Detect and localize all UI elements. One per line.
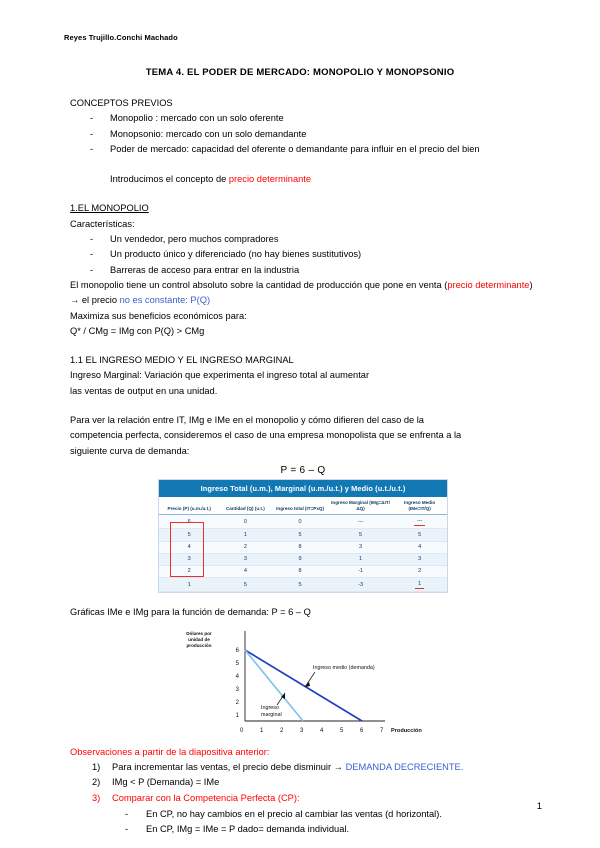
ingreso-data-table [159,497,447,592]
definition-line-2: las ventas de output en una unidad. [70,385,218,396]
figure-ingreso-table [158,479,448,593]
list-item [70,822,536,838]
table-row [159,553,447,565]
table-row [159,529,447,541]
chart-xlabel: Producción [391,727,422,734]
cell-cantidad: 4 [219,565,271,577]
table-header-row [159,497,447,515]
chart-ytick-1: 1 [235,712,239,719]
document-body [70,96,536,838]
column-header-cantidad: Cantidad (Q) (u.t.) [219,497,271,515]
dash-bullet-icon: - [90,113,94,124]
chart-svg [153,625,453,737]
chart-xtick-4: 4 [320,727,324,734]
note-precio-determinante: Introducimos el concepto de precio determinante [110,174,312,185]
column-header-ingreso-total: Ingreso total (IT=PxQ) [271,497,329,515]
observacion-text: Para incrementar las ventas, el precio debe disminuir → [112,761,346,772]
chart-ytick-4: 4 [235,673,239,680]
chart-xtick-7: 7 [380,727,384,734]
list-item [70,127,536,142]
page-title: TEMA 4. EL PODER DE MERCADO: MONOPOLIO Y MONOPSONIO [145,67,455,78]
heading-el-monopolio: 1.EL MONOPOLIO [70,203,149,214]
chart-xtick-3: 3 [300,727,304,734]
dash-bullet-icon: - [90,264,94,275]
table-row [159,578,447,592]
chart-xtick-1: 1 [260,727,264,734]
paragraph-control-absoluto: El monopolio tiene un control absoluto sobre la cantidad de producción que pone en venta (precio determinante) → el precio no es constante: P(Q) [70,279,533,306]
cell-ingreso-marginal: -3 [329,578,392,592]
observacion-text: Comparar con la Competencia Perfecta (CP): [112,793,300,804]
inline-highlight-no-constante: no es constante: P(Q) [119,295,211,306]
column-header-ingreso-marginal: Ingreso Marginal (IMg=ΔIT/ΔQ) [329,497,392,515]
list-item [70,111,536,126]
chart-ylabel-line1: Dólares por [186,630,212,636]
observacion-item-1 [70,760,536,776]
paragraph-relacion-line-3: siguiente curva de demanda: [70,445,190,456]
list-item-label: Barreras de acceso para entrar en la industria [110,264,300,275]
table-row [159,565,447,577]
observacion-item-2 [70,775,536,791]
chart-ytick-2: 2 [235,699,239,706]
list-item-label: Monopolio : mercado con un solo oferente [110,113,284,124]
definition-line-1: Ingreso Marginal: Variación que experimenta el ingreso total al aumentar [70,370,370,381]
chart-ytick-5: 5 [235,660,239,667]
list-item-label: En CP, no hay cambios en el precio al cambiar las ventas (d horizontal). [146,808,442,819]
list-item-label: Un producto único y diferenciado (no hay bienes sustitutivos) [110,249,362,260]
table-row [159,515,447,529]
series-label-ingreso-marginal-line1: Ingreso [261,704,279,711]
cell-cantidad: 5 [219,578,271,592]
cell-ingreso-total: 0 [271,515,329,529]
table-body [159,515,447,592]
list-observaciones [70,760,536,807]
cell-ingreso-marginal: 3 [329,541,392,553]
cell-ingreso-total: 9 [271,553,329,565]
chart-xtick-6: 6 [360,727,364,734]
page-number: 1 [536,801,542,812]
cell-ingreso-total: 5 [271,529,329,541]
paragraph-relacion-line-2: competencia perfecta, consideremos el caso de una empresa monopolista que se enfrenta a la [70,430,462,441]
cell-cantidad: 2 [219,541,271,553]
cell-precio: 3 [159,553,219,565]
caption-graficas: Gráficas IMe e IMg para la función de demanda: P = 6 – Q [70,607,311,618]
chart-ylabel-line3: producción [186,642,212,648]
paragraph-maximiza: Maximiza sus beneficios económicos para: [70,310,247,321]
cell-cantidad: 1 [219,529,271,541]
leader-line-ingreso-medio [305,672,315,687]
cell-ingreso-medio: 5 [392,529,447,541]
cell-precio: 5 [159,529,219,541]
observacion-item-3 [70,791,536,807]
table-row [159,541,447,553]
dash-bullet-icon: - [90,234,94,245]
chart-ylabel-line2: unidad de [188,636,210,642]
series-label-ingreso-marginal-line2: marginal [261,711,282,718]
dash-bullet-icon: - [90,128,94,139]
dash-bullet-icon: - [90,143,94,154]
observacion-number: 2) [92,777,101,788]
note-highlight: precio determinante [228,174,312,185]
subheading-caracteristicas: Características: [70,218,135,229]
list-item [70,807,536,823]
observacion-number: 1) [92,761,101,772]
chart-ytick-6: 6 [235,647,239,654]
list-caracteristicas [70,232,536,278]
cell-ingreso-total: 8 [271,541,329,553]
cell-ingreso-medio: 1 [392,578,447,592]
observacion-text: IMg < P (Demanda) = IMe [112,777,220,788]
heading-observaciones: Observaciones a partir de la diapositiva anterior: [70,746,270,757]
observacion-highlight: DEMANDA DECRECIENTE. [345,761,464,772]
equation-demand-curve: P = 6 – Q [280,464,326,476]
cell-ingreso-medio: 4 [392,541,447,553]
cell-precio: 1 [159,578,219,592]
chart-xtick-2: 2 [280,727,284,734]
cell-precio: 4 [159,541,219,553]
list-item-label: Un vendedor, pero muchos compradores [110,234,279,245]
cell-ingreso-medio: --- [392,515,447,529]
table-title: Ingreso Total (u.m.), Marginal (u.m./u.t.) y Medio (u.t./u.t.) [159,480,447,497]
cell-ingreso-marginal: 1 [329,553,392,565]
chart-xtick-0: 0 [240,727,244,734]
column-header-ingreso-medio: Ingreso Medio (IMe=IT/Q) [392,497,447,515]
inline-highlight-precio-determinante: precio determinante [447,279,530,290]
dash-bullet-icon: - [125,808,129,819]
author-header: Reyes Trujillo.Conchi Machado [64,33,178,42]
heading-ingreso-medio-marginal: 1.1 EL INGRESO MEDIO Y EL INGRESO MARGINAL [70,355,294,366]
cell-ingreso-marginal: -1 [329,565,392,577]
list-item [70,247,536,262]
dash-bullet-icon: - [125,824,129,835]
cell-cantidad: 3 [219,553,271,565]
cell-cantidad: 0 [219,515,271,529]
chart-xtick-5: 5 [340,727,344,734]
list-item-label: Monopsonio: mercado con un solo demandante [110,128,307,139]
cell-ingreso-medio: 2 [392,565,447,577]
paragraph-relacion-line-1: Para ver la relación entre IT, IMg e IMe en el monopolio y cómo difieren del caso de la [70,415,424,426]
list-item-label: En CP, IMg = IMe = P dado= demanda individual. [146,824,350,835]
dash-bullet-icon: - [90,249,94,260]
figure-ime-img-chart [153,625,453,737]
cell-ingreso-marginal: --- [329,515,392,529]
cell-ingreso-total: 8 [271,565,329,577]
cell-ingreso-total: 5 [271,578,329,592]
cell-ingreso-marginal: 5 [329,529,392,541]
formula-optimo: Q* / CMg = IMg con P(Q) > CMg [70,325,205,336]
column-header-precio: Precio (P) (u.m./u.t.) [159,497,219,515]
list-item [70,232,536,247]
heading-conceptos-previos: CONCEPTOS PREVIOS [70,98,173,108]
series-label-ingreso-medio: Ingreso medio (demanda) [313,664,375,671]
list-item [70,142,536,157]
observacion-number: 3) [92,793,101,804]
list-conceptos-previos [70,111,536,157]
cell-precio: 2 [159,565,219,577]
list-item [70,263,536,278]
chart-ytick-3: 3 [235,686,239,693]
list-observaciones-sub [70,807,536,838]
cell-ingreso-medio: 3 [392,553,447,565]
list-item-label: Poder de mercado: capacidad del oferente o demandante para influir en el precio del bien [110,143,480,154]
cell-precio: 6 [159,515,219,529]
